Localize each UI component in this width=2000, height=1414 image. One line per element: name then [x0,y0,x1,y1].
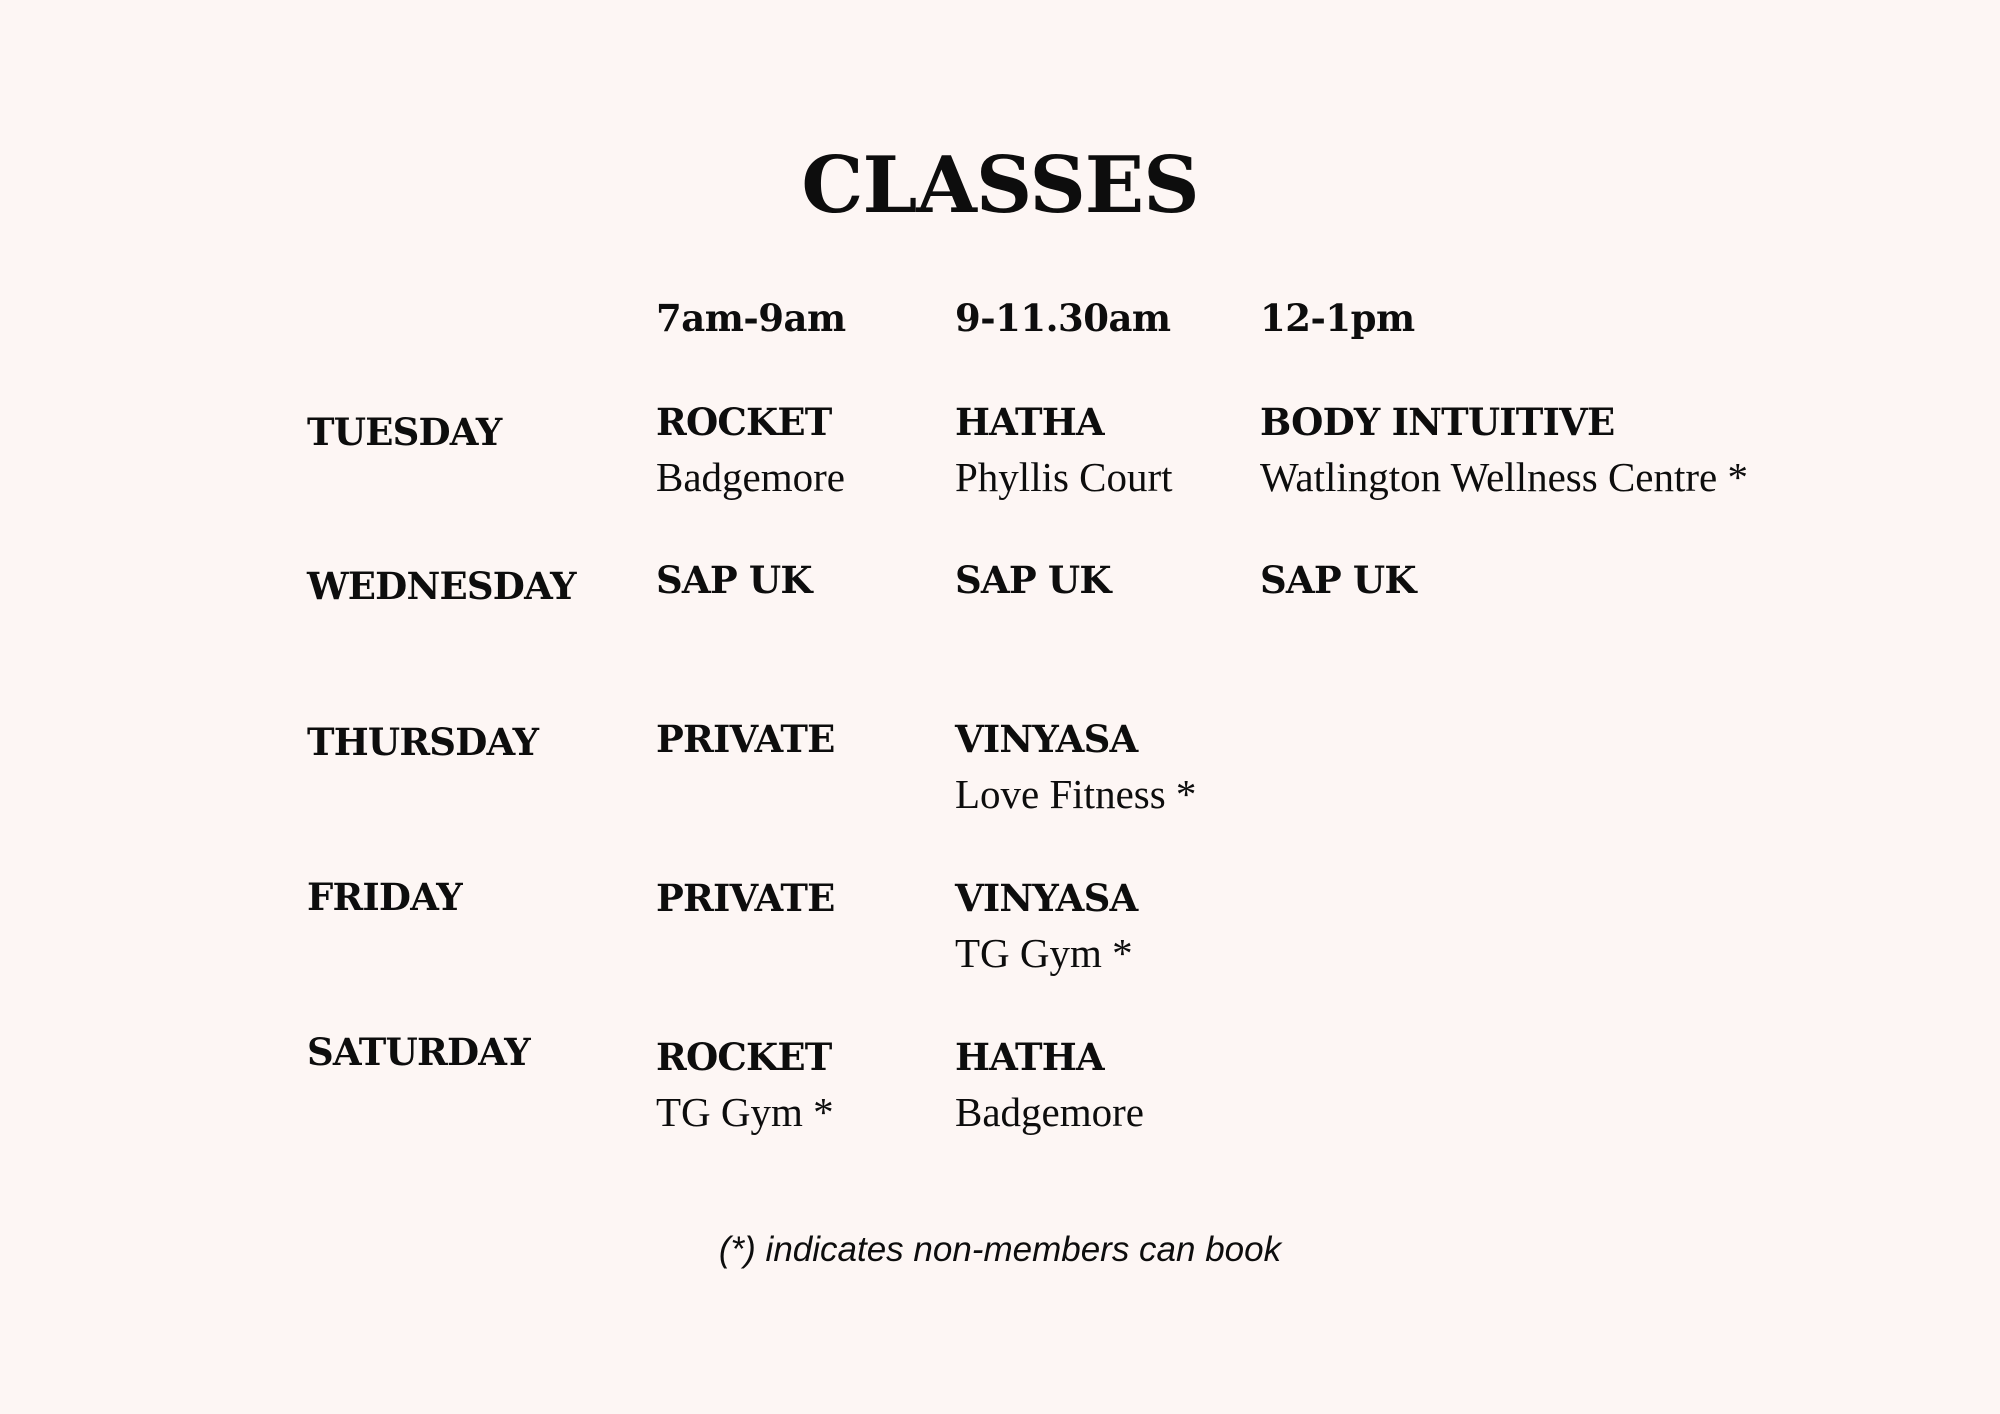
class-name: HATHA [955,400,1104,444]
schedule-cell [656,558,812,602]
schedule-cell [955,717,1196,819]
schedule-cell [955,400,1173,502]
class-location: Love Fitness * [955,771,1197,817]
day-saturday: SATURDAY [307,1030,530,1074]
class-name: VINYASA [955,717,1138,761]
class-name: ROCKET [656,1035,832,1079]
class-location: Badgemore [656,454,845,500]
class-location: TG Gym * [656,1089,834,1135]
class-location: Watlington Wellness Centre * [1260,454,1748,500]
schedule-cell [656,400,845,502]
day-tuesday: TUESDAY [307,410,502,454]
class-name: PRIVATE [656,876,835,920]
class-name: BODY INTUITIVE [1260,400,1615,444]
class-name: SAP UK [1260,558,1416,602]
schedule-cell [955,1035,1144,1137]
class-name: SAP UK [955,558,1111,602]
time-header-2: 9-11.30am [955,296,1171,340]
class-name: SAP UK [656,558,812,602]
class-location: Badgemore [955,1089,1144,1135]
class-name: VINYASA [955,876,1138,920]
time-header-1: 7am-9am [656,296,846,340]
page-title: CLASSES [801,140,1199,231]
schedule-cell [1260,400,1748,502]
day-friday: FRIDAY [307,875,462,919]
time-header-3: 12-1pm [1260,296,1415,340]
schedule-cell [656,717,835,761]
day-thursday: THURSDAY [307,720,539,764]
footnote: (*) indicates non-members can book [718,1230,1282,1269]
schedule-cell [955,558,1111,602]
schedule-cell [955,876,1137,978]
class-name: HATHA [955,1035,1104,1079]
class-location: Phyllis Court [955,454,1173,500]
class-name: ROCKET [656,400,832,444]
schedule-cell [656,1035,834,1137]
schedule-cell [1260,558,1416,602]
class-location: TG Gym * [955,930,1133,976]
day-wednesday: WEDNESDAY [307,564,576,608]
schedule-cell [656,876,835,920]
class-name: PRIVATE [656,717,835,761]
